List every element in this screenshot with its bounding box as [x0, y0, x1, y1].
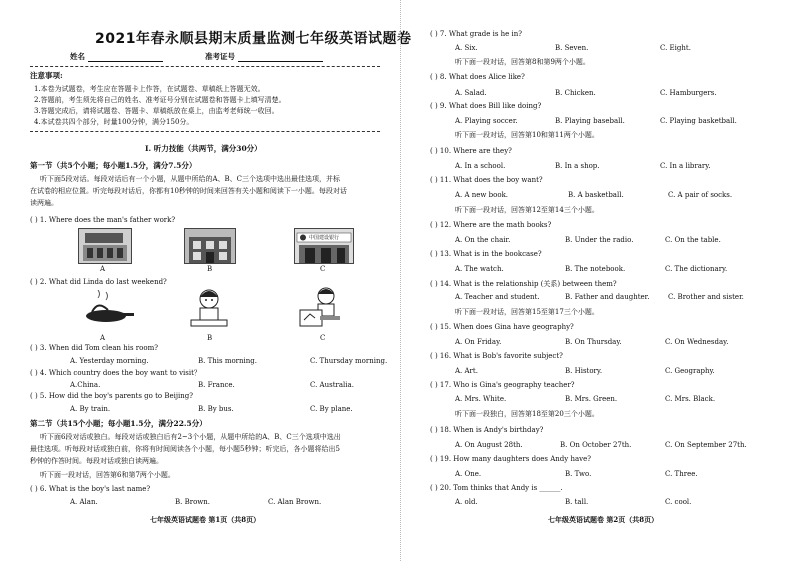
answer-paren[interactable]: ( )	[430, 381, 438, 389]
option-a[interactable]: A. Six.	[455, 44, 478, 52]
option-b[interactable]: B. On Thursday.	[565, 338, 622, 346]
question-15: ( ) 15. When does Gina have geography?	[430, 323, 574, 331]
section2-instructions: 秒钟的作答时间。每段对话或独白读两遍。	[30, 457, 163, 465]
answer-paren[interactable]: ( )	[430, 323, 438, 331]
option-b[interactable]: B. The notebook.	[565, 265, 626, 273]
option-a[interactable]: A. On August 28th.	[455, 441, 523, 449]
picture-label: B	[207, 334, 213, 342]
dialogue-intro: 听下面一段对话，回答第6和第7两个小题。	[40, 471, 175, 479]
picture-label: A	[100, 265, 106, 273]
option-b[interactable]: B. In a shop.	[555, 162, 600, 170]
option-a[interactable]: A.China.	[70, 381, 101, 389]
question-7: ( ) 7. What grade is he in?	[430, 30, 523, 38]
option-b[interactable]: B. Chicken.	[555, 89, 596, 97]
question-13: ( ) 13. What is in the bookcase?	[430, 250, 542, 258]
answer-paren[interactable]: ( )	[430, 221, 438, 229]
divider-notes	[30, 131, 380, 132]
note-item: 2.答题前，考生须先将自己的姓名、准考证号分别在试题卷和答题卡上填写清楚。	[34, 96, 286, 104]
section2-instructions: 听下面6段对话或独白。每段对话或独白后有2~3个小题，从题中所给的A、B、C三个选项中选出	[40, 433, 341, 441]
question-18: ( ) 18. When is Andy's birthday?	[430, 426, 544, 434]
option-a[interactable]: A. old.	[455, 498, 478, 506]
question-6: ( ) 6. What is the boy's last name?	[30, 485, 151, 493]
option-c[interactable]: C. In a library.	[660, 162, 711, 170]
id-blank[interactable]	[238, 53, 323, 62]
option-a[interactable]: A. Salad.	[455, 89, 487, 97]
option-b[interactable]: B. History.	[565, 367, 603, 375]
question-19: ( ) 19. How many daughters does Andy have?	[430, 455, 591, 463]
option-a[interactable]: A. The watch.	[455, 265, 504, 273]
option-c[interactable]: C. On September 27th.	[665, 441, 747, 449]
option-b[interactable]: B. By bus.	[198, 405, 234, 413]
image-office-building	[78, 228, 132, 264]
option-a[interactable]: A. A new book.	[455, 191, 509, 199]
option-c[interactable]: C. Eight.	[660, 44, 691, 52]
option-b[interactable]: B. Seven.	[555, 44, 589, 52]
exam-page-2	[400, 0, 794, 561]
picture-label: C	[320, 334, 326, 342]
question-11: ( ) 11. What does the boy want?	[430, 176, 543, 184]
option-c[interactable]: C. By plane.	[310, 405, 353, 413]
answer-paren[interactable]: ( )	[430, 250, 438, 258]
question-4: ( ) 4. Which country does the boy want to visit？	[30, 369, 201, 377]
question-20: ( ) 20. Tom thinks that Andy is ______.	[430, 484, 563, 492]
bank-sign-text: 中国建设银行	[309, 235, 340, 241]
answer-paren[interactable]: ( )	[430, 147, 438, 155]
image-bank	[294, 228, 354, 264]
option-c[interactable]: C. Australia.	[310, 381, 354, 389]
question-9: ( ) 9. What does Bill like doing?	[430, 102, 542, 110]
option-b[interactable]: B. On October 27th.	[560, 441, 632, 449]
option-b[interactable]: B. France.	[198, 381, 235, 389]
image-cooking	[78, 290, 134, 330]
option-a[interactable]: A. Playing soccer.	[455, 117, 518, 125]
image-girl-studying	[185, 287, 233, 331]
question-16: ( ) 16. What is Bob's favorite subject?	[430, 352, 563, 360]
answer-paren[interactable]: ( )	[30, 278, 38, 286]
option-a[interactable]: A. One.	[455, 470, 482, 478]
option-a[interactable]: A. Teacher and student.	[455, 293, 540, 301]
name-field-label: 姓名	[70, 51, 163, 62]
option-b[interactable]: B. This morning.	[198, 357, 257, 365]
notes-heading: 注意事项:	[30, 71, 63, 80]
question-14: ( ) 14. What is the relationship (关系) between them?	[430, 280, 617, 288]
question-1: ( ) 1. Where does the man's father work?	[30, 216, 176, 224]
option-a[interactable]: A. Mrs. White.	[455, 395, 507, 403]
option-c[interactable]: C. On Wednesday.	[665, 338, 729, 346]
option-c[interactable]: C. Three.	[665, 470, 698, 478]
question-10: ( ) 10. Where are they?	[430, 147, 512, 155]
section2-title: 第二节（共15个小题；每小题1.5分，满分22.5分）	[30, 419, 207, 428]
option-a[interactable]: A. Yesterday morning.	[70, 357, 149, 365]
answer-paren[interactable]: ( )	[430, 73, 438, 81]
option-b[interactable]: B. tall.	[565, 498, 589, 506]
answer-paren[interactable]: ( )	[30, 369, 38, 377]
dialogue-intro: 听下面一段对话，回答第12至第14三个小题。	[455, 206, 599, 214]
option-a[interactable]: A. In a school.	[455, 162, 506, 170]
question-2: ( ) 2. What did Linda do last weekend?	[30, 278, 167, 286]
answer-paren[interactable]: ( )	[30, 216, 38, 224]
option-b[interactable]: B. A basketball.	[568, 191, 624, 199]
dialogue-intro: 听下面一段对话，回答第10和第11两个小题。	[455, 131, 599, 139]
answer-paren[interactable]: ( )	[430, 426, 438, 434]
option-c[interactable]: C. The dictionary.	[665, 265, 728, 273]
option-a[interactable]: A. Alan.	[70, 498, 98, 506]
option-c[interactable]: C. Brother and sister.	[668, 293, 744, 301]
picture-label: A	[100, 334, 106, 342]
question-5: ( ) 5. How did the boy's parents go to Beijing?	[30, 392, 193, 400]
option-b[interactable]: B. Brown.	[175, 498, 211, 506]
answer-paren[interactable]: ( )	[30, 485, 38, 493]
image-hospital	[184, 228, 236, 264]
option-b[interactable]: B. Two.	[565, 470, 592, 478]
answer-paren[interactable]: ( )	[430, 102, 438, 110]
answer-paren[interactable]: ( )	[430, 30, 438, 38]
answer-paren[interactable]: ( )	[30, 344, 38, 352]
section1-instructions: 在试卷的相应位置。听完每段对话后，你都有10秒钟的时间来回答有关小题和阅读下一小题。每段对话	[30, 187, 347, 195]
option-c[interactable]: C. Alan Brown.	[268, 498, 322, 506]
question-12: ( ) 12. Where are the math books?	[430, 221, 552, 229]
dialogue-intro: 听下面一段对话，回答第8和第9两个小题。	[455, 58, 590, 66]
question-17: ( ) 17. Who is Gina's geography teacher?	[430, 381, 575, 389]
section1-instructions: 听下面5段对话。每段对话后有一个小题，从题中所给的A、B、C三个选项中选出最佳选项，并标	[40, 175, 341, 183]
page-footer: 七年级英语试题卷 第1页（共8页）	[150, 515, 261, 524]
dialogue-intro: 听下面一段独白，回答第18至第20三个小题。	[455, 410, 599, 418]
question-3: ( ) 3. When did Tom clean his room?	[30, 344, 158, 352]
answer-paren[interactable]: ( )	[430, 352, 438, 360]
answer-paren[interactable]: ( )	[430, 455, 438, 463]
option-a[interactable]: A. On Friday.	[455, 338, 502, 346]
id-field-label: 准考证号	[205, 51, 323, 62]
option-a[interactable]: A. Art.	[455, 367, 478, 375]
divider-top	[30, 66, 380, 67]
option-b[interactable]: B. Mrs. Green.	[565, 395, 618, 403]
option-a[interactable]: A. On the chair.	[455, 236, 511, 244]
part1-title: I. 听力技能（共两节，满分30分）	[145, 144, 262, 153]
option-c[interactable]: C. Hamburgers.	[660, 89, 717, 97]
answer-paren[interactable]: ( )	[30, 392, 38, 400]
option-a[interactable]: A. By train.	[70, 405, 111, 413]
option-c[interactable]: C. cool.	[665, 498, 692, 506]
section2-instructions: 最佳选项。听每段对话或独白前，你将有时间阅读各个小题，每小题5秒钟；听完后，各小题将给出5	[30, 445, 340, 453]
option-c[interactable]: C. A pair of socks.	[668, 191, 733, 199]
option-b[interactable]: B. Playing baseball.	[555, 117, 625, 125]
answer-paren[interactable]: ( )	[430, 280, 438, 288]
note-item: 1.本卷为试题卷，考生应在答题卡上作答，在试题卷、草稿纸上答题无效。	[34, 85, 265, 93]
option-c[interactable]: C. Playing basketball.	[660, 117, 737, 125]
section1-instructions: 读两遍。	[30, 199, 58, 207]
question-8: ( ) 8. What does Alice like?	[430, 73, 525, 81]
note-item: 3.答题完成后，请将试题卷、答题卡、草稿纸放在桌上，由监考老师统一收回。	[34, 107, 279, 115]
note-item: 4.本试卷共四个部分，时量100分钟，满分150分。	[34, 118, 194, 126]
option-c[interactable]: C. Mrs. Black.	[665, 395, 716, 403]
picture-label: C	[320, 265, 326, 273]
option-c[interactable]: C. Geography.	[665, 367, 715, 375]
exam-title: 2021年春永顺县期末质量监测七年级英语试题卷	[95, 31, 412, 47]
picture-label: B	[207, 265, 213, 273]
image-girl-drawing	[296, 286, 346, 332]
answer-paren[interactable]: ( )	[430, 484, 438, 492]
dialogue-intro: 听下面一段对话，回答第15至第17三个小题。	[455, 308, 599, 316]
name-blank[interactable]	[88, 53, 163, 62]
option-b[interactable]: B. Father and daughter.	[565, 293, 650, 301]
option-c[interactable]: C. On the table.	[665, 236, 721, 244]
option-c[interactable]: C. Thursday morning.	[310, 357, 388, 365]
page-footer: 七年级英语试题卷 第2页（共8页）	[548, 515, 659, 524]
option-b[interactable]: B. Under the radio.	[565, 236, 634, 244]
answer-paren[interactable]: ( )	[430, 176, 438, 184]
section1-title: 第一节（共5个小题；每小题1.5分，满分7.5分）	[30, 161, 197, 170]
